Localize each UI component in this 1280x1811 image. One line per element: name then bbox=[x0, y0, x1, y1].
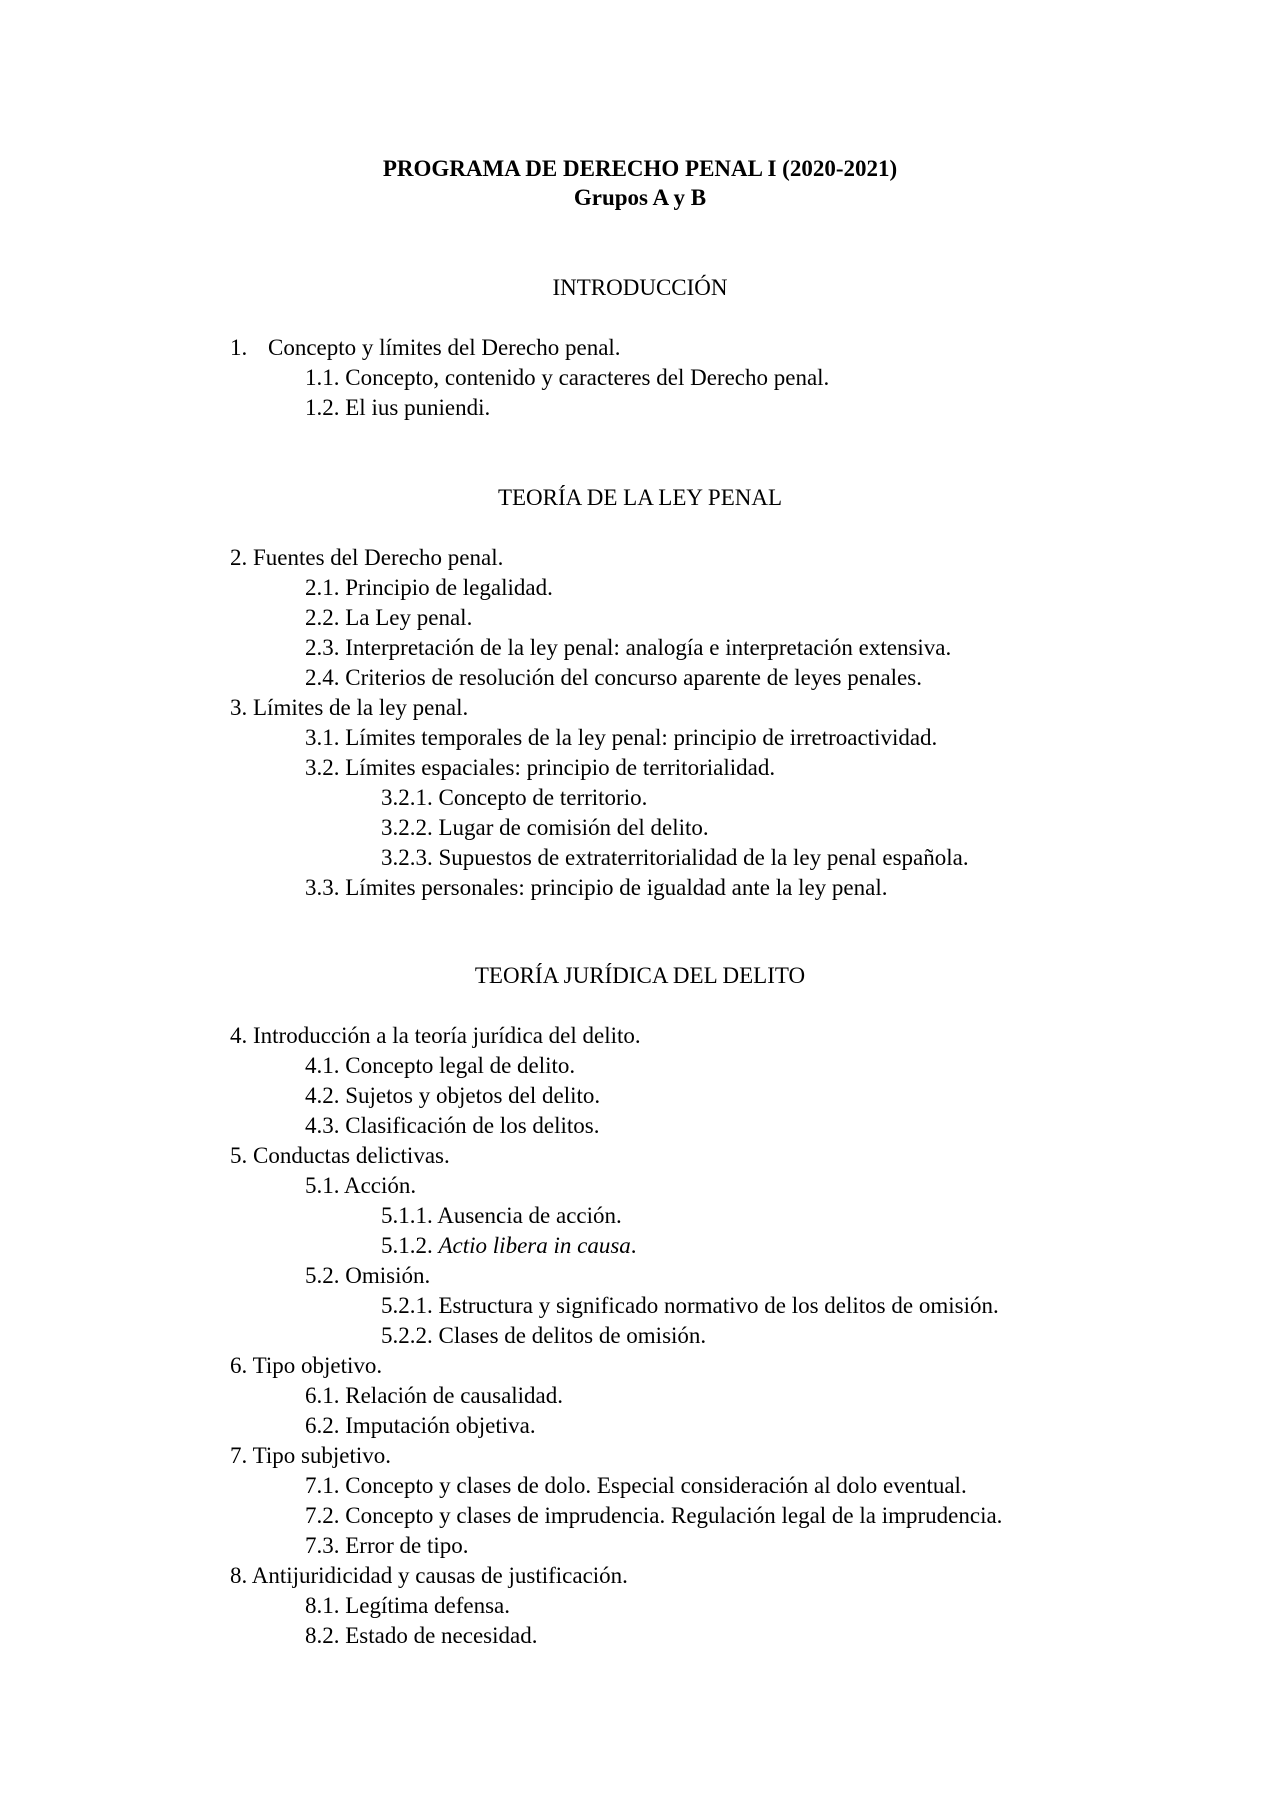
topic-5-2: 5.2. Omisión. bbox=[305, 1263, 431, 1288]
topic-7-3: 7.3. Error de tipo. bbox=[305, 1533, 469, 1558]
topic-2-4: 2.4. Criterios de resolución del concurso aparente de leyes penales. bbox=[305, 665, 922, 690]
topic-6-1: 6.1. Relación de causalidad. bbox=[305, 1383, 564, 1408]
topic-5-2-2: 5.2.2. Clases de delitos de omisión. bbox=[381, 1323, 707, 1348]
topic-1-1: 1.1. Concepto, contenido y caracteres del Derecho penal. bbox=[305, 365, 830, 390]
document-title: PROGRAMA DE DERECHO PENAL I (2020-2021) bbox=[382, 156, 898, 181]
topic-2-1: 2.1. Principio de legalidad. bbox=[305, 575, 553, 600]
topic-5-1-2-period: . bbox=[630, 1233, 637, 1258]
topic-2-2: 2.2. La Ley penal. bbox=[305, 605, 473, 630]
topic-4-3: 4.3. Clasificación de los delitos. bbox=[305, 1113, 600, 1138]
topic-7-2: 7.2. Concepto y clases de imprudencia. Regulación legal de la imprudencia. bbox=[305, 1503, 1003, 1528]
topic-5-1: 5.1. Acción. bbox=[305, 1173, 417, 1198]
topic-5-1-2 bbox=[381, 1231, 637, 1261]
topic-4-2: 4.2. Sujetos y objetos del delito. bbox=[305, 1083, 601, 1108]
topic-3-2: 3.2. Límites espaciales: principio de territorialidad. bbox=[305, 755, 776, 780]
topic-1 bbox=[230, 333, 621, 363]
topic-6-2: 6.2. Imputación objetiva. bbox=[305, 1413, 536, 1438]
topic-7-1: 7.1. Concepto y clases de dolo. Especial consideración al dolo eventual. bbox=[305, 1473, 967, 1498]
topic-5: 5. Conductas delictivas. bbox=[230, 1143, 450, 1168]
section-heading-teoria-ley-penal: TEORÍA DE LA LEY PENAL bbox=[497, 485, 783, 510]
topic-5-1-1: 5.1.1. Ausencia de acción. bbox=[381, 1203, 622, 1228]
topic-1-text: Concepto y límites del Derecho penal. bbox=[268, 335, 621, 360]
topic-1-number: 1. bbox=[230, 335, 248, 360]
topic-8-2: 8.2. Estado de necesidad. bbox=[305, 1623, 538, 1648]
section-heading-teoria-juridica-delito: TEORÍA JURÍDICA DEL DELITO bbox=[474, 963, 806, 988]
document-subtitle: Grupos A y B bbox=[573, 185, 707, 210]
topic-3-3: 3.3. Límites personales: principio de igualdad ante la ley penal. bbox=[305, 875, 888, 900]
topic-6: 6. Tipo objetivo. bbox=[230, 1353, 383, 1378]
topic-8: 8. Antijuridicidad y causas de justificación. bbox=[230, 1563, 628, 1588]
topic-3-2-1: 3.2.1. Concepto de territorio. bbox=[381, 785, 648, 810]
topic-8-1: 8.1. Legítima defensa. bbox=[305, 1593, 511, 1618]
topic-4: 4. Introducción a la teoría jurídica del delito. bbox=[230, 1023, 641, 1048]
topic-1-2: 1.2. El ius puniendi. bbox=[305, 395, 491, 420]
topic-3-2-3: 3.2.3. Supuestos de extraterritorialidad de la ley penal española. bbox=[381, 845, 969, 870]
topic-3-2-2: 3.2.2. Lugar de comisión del delito. bbox=[381, 815, 709, 840]
topic-2: 2. Fuentes del Derecho penal. bbox=[230, 545, 504, 570]
topic-3-1: 3.1. Límites temporales de la ley penal: principio de irretroactividad. bbox=[305, 725, 938, 750]
topic-4-1: 4.1. Concepto legal de delito. bbox=[305, 1053, 576, 1078]
topic-5-2-1: 5.2.1. Estructura y significado normativo de los delitos de omisión. bbox=[381, 1293, 999, 1318]
topic-7: 7. Tipo subjetivo. bbox=[230, 1443, 392, 1468]
topic-5-1-2-number: 5.1.2. bbox=[381, 1233, 433, 1258]
topic-5-1-2-italic-text: Actio libera in causa bbox=[438, 1233, 631, 1258]
section-heading-introduccion: INTRODUCCIÓN bbox=[552, 275, 728, 300]
topic-2-3: 2.3. Interpretación de la ley penal: analogía e interpretación extensiva. bbox=[305, 635, 952, 660]
topic-3: 3. Límites de la ley penal. bbox=[230, 695, 469, 720]
